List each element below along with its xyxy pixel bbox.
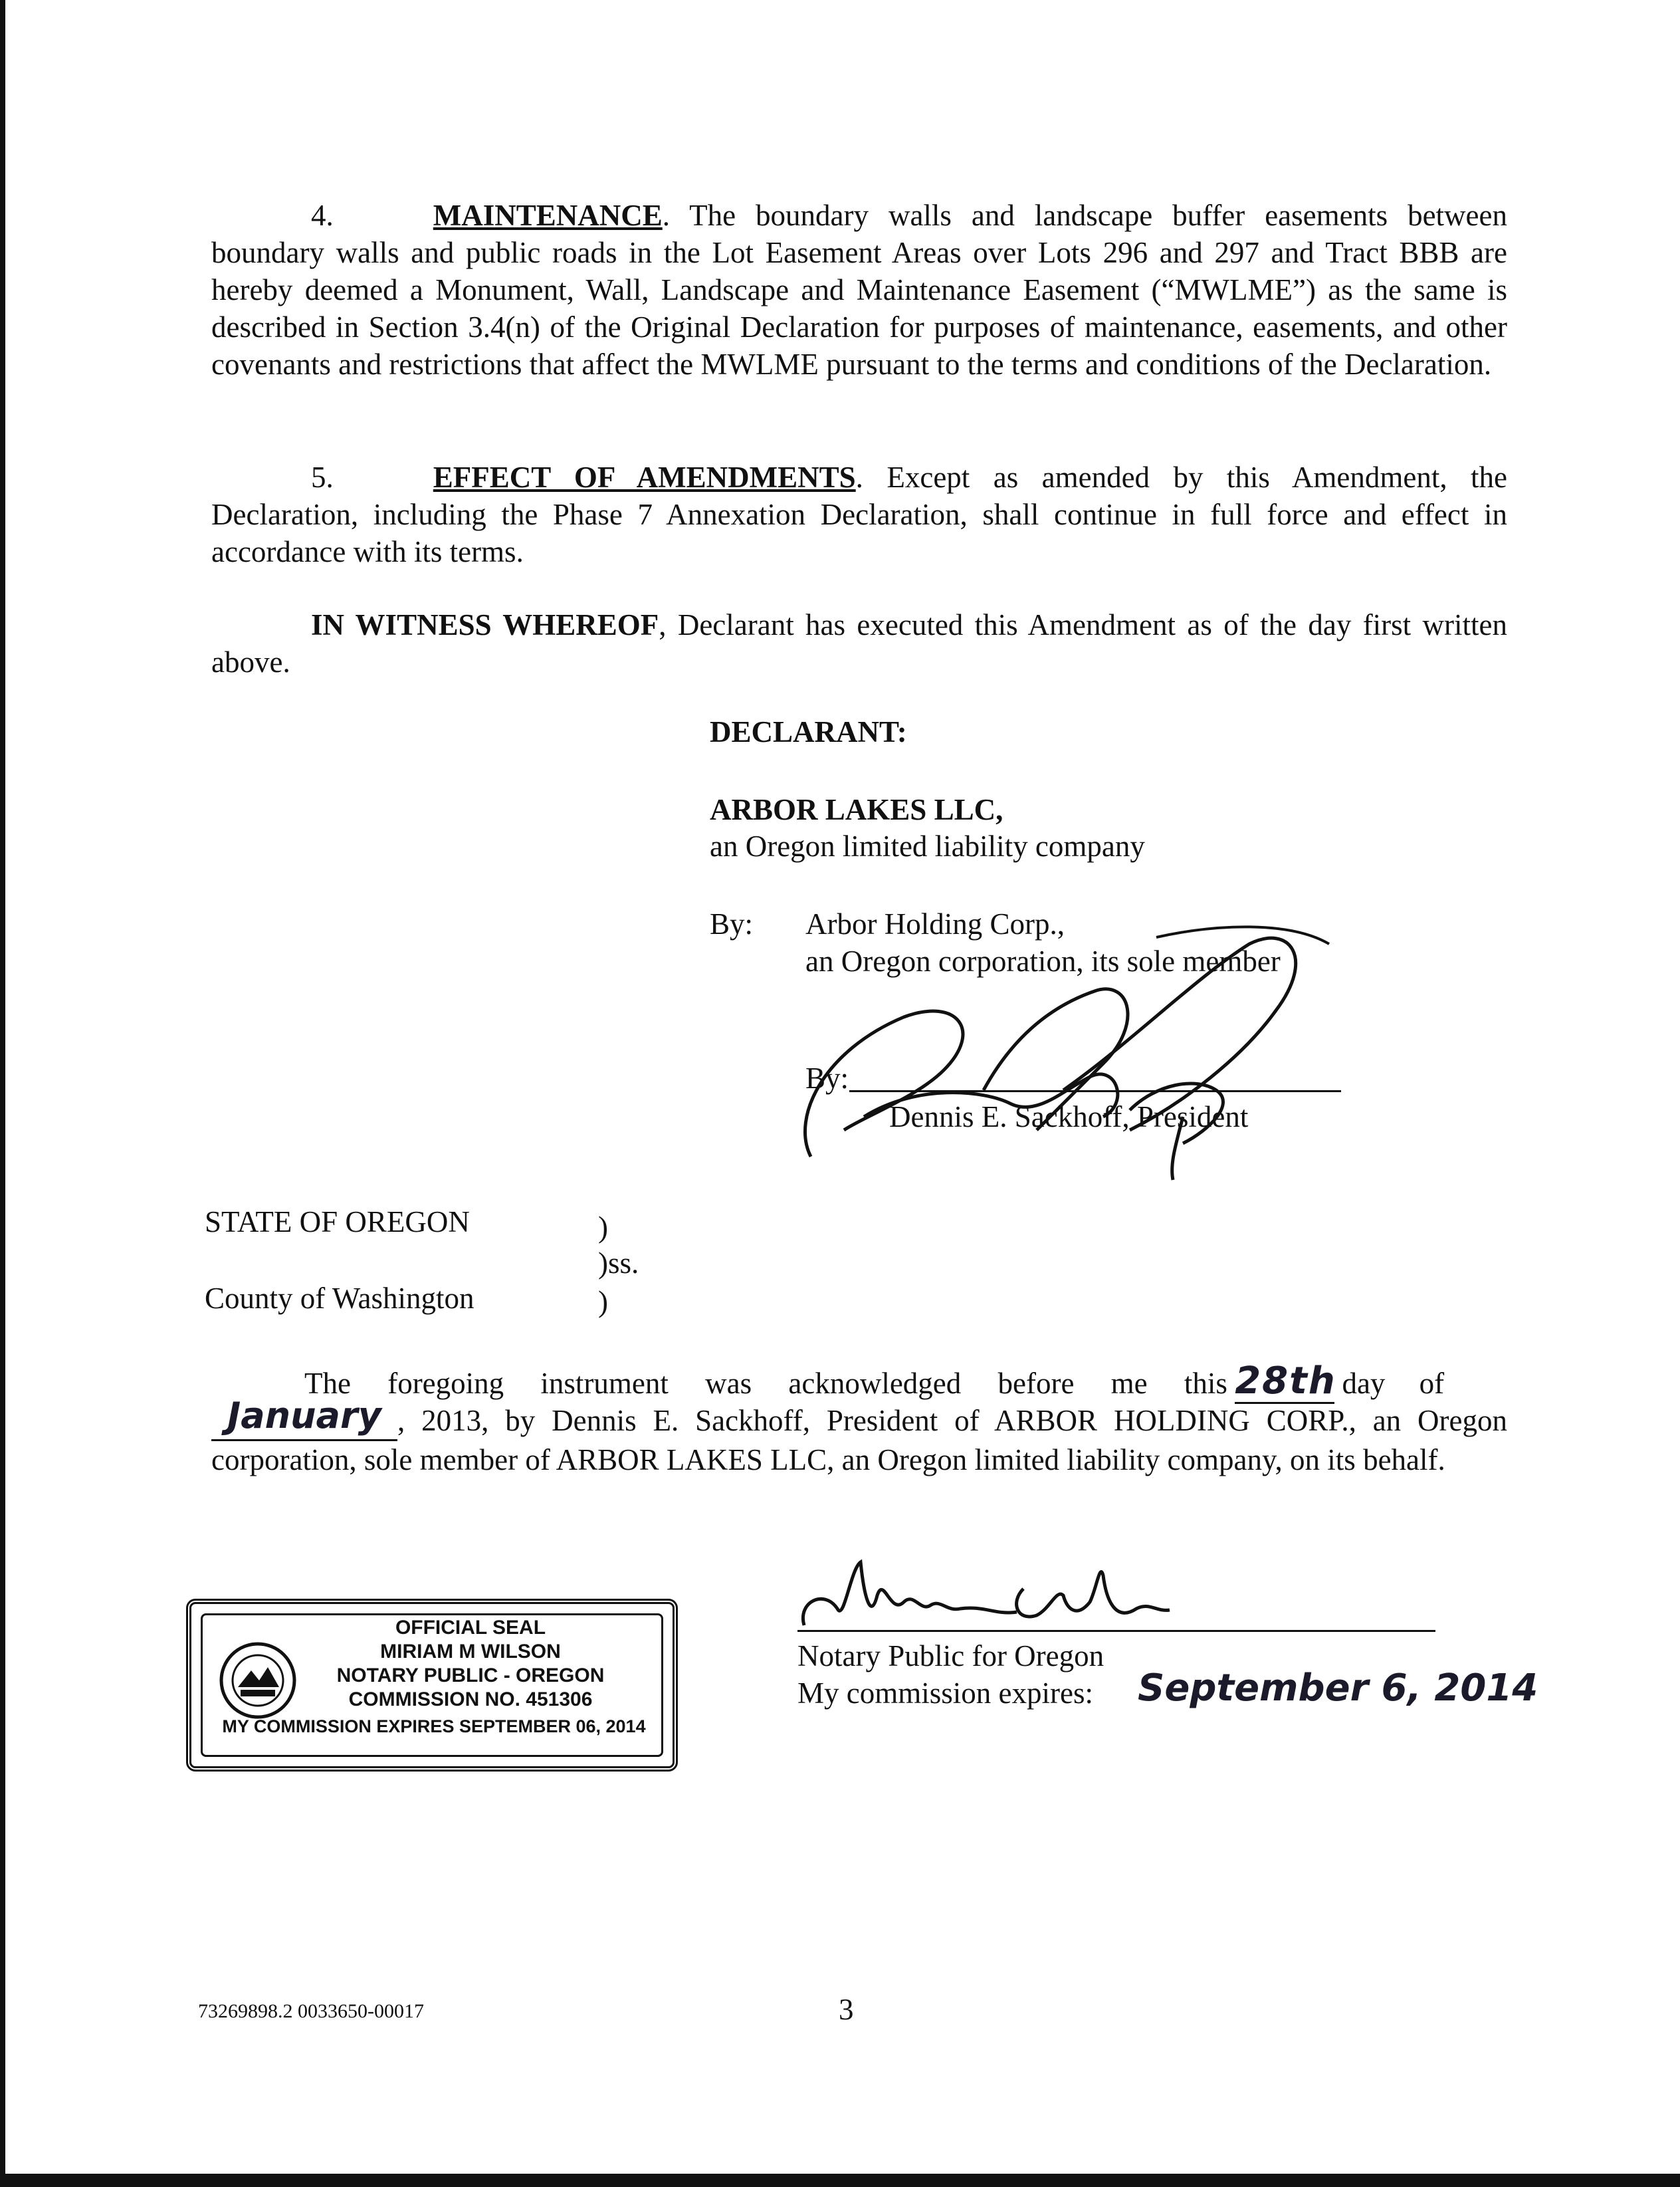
handwritten-day: 28th: [1235, 1359, 1336, 1403]
seal-line-notary: NOTARY PUBLIC - OREGON: [336, 1665, 605, 1686]
holding-name: Arbor Holding Corp.,: [805, 907, 1065, 941]
section-heading: EFFECT OF AMENDMENTS: [433, 461, 856, 494]
ack-text-part3: , 2013, by Dennis E. Sackhoff, President of ARBOR HOLDING CORP., an Oregon corporation, sole member of ARBOR LAKES LLC, an Oregon limited liability company, on its behalf.: [211, 1404, 1507, 1476]
witness-lead: IN WITNESS WHEREOF: [311, 608, 659, 641]
section-text: . The boundary walls and landscape buffer easements between boundary walls and public roads in the Lot Easement Areas over Lots 296 and 297 and Tract BBB are hereby deemed a Monument, Wall, Landscape and Maintenance Easement (“MWLME”) as the same is described in Section 3.4(n) of the Original Declaration for purposes of maintenance, easements, and other covenants and restrictions that affect the MWLME pursuant to the terms and conditions of the Declaration.: [211, 199, 1507, 381]
document-id: 73269898.2 0033650-00017: [198, 2000, 424, 2022]
page-number: 3: [839, 1993, 854, 2026]
holding-desc: an Oregon corporation, its sole member: [805, 945, 1281, 978]
section-heading: MAINTENANCE: [433, 199, 663, 232]
official-notary-seal: [186, 1599, 678, 1772]
scan-bottom-edge: [0, 2174, 1680, 2187]
section-number: 5.: [311, 461, 334, 494]
notary-signature-line: [797, 1630, 1435, 1632]
seal-line-official: OFFICIAL SEAL: [395, 1617, 546, 1639]
scan-left-edge: [0, 0, 5, 2187]
county-label: County of Washington: [205, 1282, 474, 1315]
paren-bottom: ): [598, 1285, 608, 1318]
declarant-label: DECLARANT:: [710, 715, 907, 748]
witness-text: , Declarant has executed this Amendment as of the day first written above.: [211, 608, 1507, 679]
state-label: STATE OF OREGON: [205, 1205, 470, 1238]
ss-label: )ss.: [598, 1246, 639, 1280]
seal-line-name: MIRIAM M WILSON: [380, 1641, 561, 1663]
by2-label: By:: [805, 1062, 849, 1095]
section-effect-of-amendments: [211, 459, 1507, 570]
ack-text-part2: day of: [1342, 1367, 1445, 1400]
acknowledgment-body: [211, 1395, 1507, 1478]
by-label: By:: [710, 907, 754, 941]
commission-label: My commission expires:: [797, 1676, 1093, 1710]
state-seal-emblem-icon: [218, 1641, 298, 1720]
ack-text-part1: The foregoing instrument was acknowledged before me this: [304, 1367, 1227, 1400]
section-maintenance: [211, 197, 1507, 383]
paren-top: ): [598, 1210, 608, 1244]
declarant-company-desc: an Oregon limited liability company: [710, 830, 1145, 863]
notary-title: Notary Public for Oregon: [797, 1639, 1104, 1672]
signer-name: Dennis E. Sackhoff, President: [889, 1100, 1249, 1133]
handwritten-signature-sackhoff-icon: [784, 917, 1369, 1183]
witness-paragraph: [211, 606, 1507, 681]
seal-line-commission-no: COMMISSION NO. 451306: [348, 1688, 593, 1710]
handwritten-commission-date: September 6, 2014: [1138, 1667, 1538, 1710]
handwritten-signature-notary-icon: [797, 1549, 1223, 1635]
handwritten-month: January: [227, 1395, 381, 1437]
section-text: . Except as amended by this Amendment, the Declaration, including the Phase 7 Annexation Declaration, shall continue in full force and effect in accordance with its terms.: [211, 461, 1507, 568]
seal-line-expires: MY COMMISSION EXPIRES SEPTEMBER 06, 2014: [222, 1716, 646, 1736]
acknowledgment-line1: [304, 1359, 1507, 1404]
section-number: 4.: [311, 199, 334, 232]
declarant-company: ARBOR LAKES LLC,: [710, 793, 1003, 826]
